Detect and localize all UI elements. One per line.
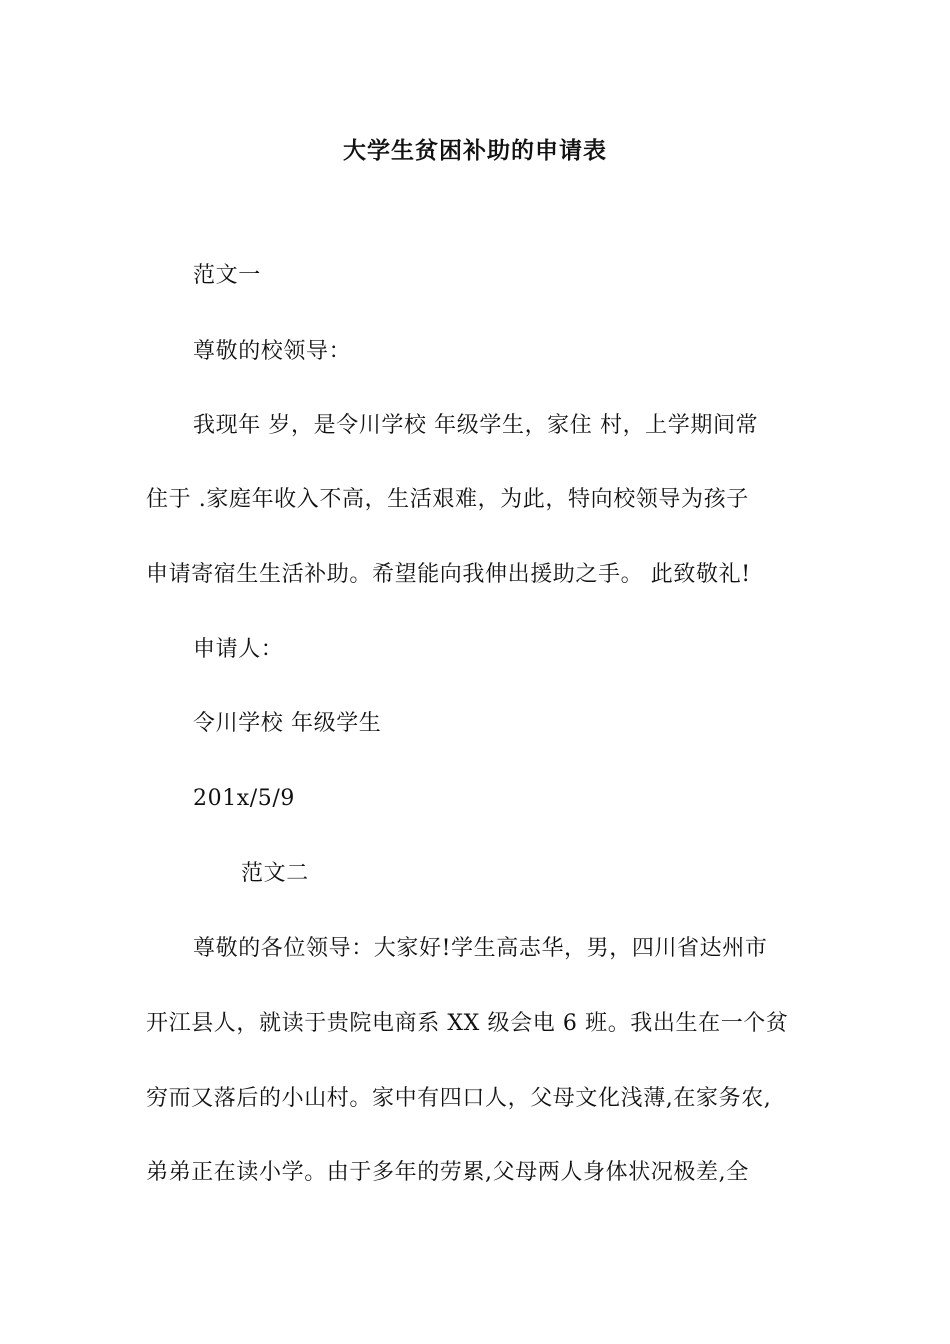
body-line: 住于 .家庭年收入不高，生活艰难，为此，特向校领导为孩子 [146, 487, 749, 512]
applicant-label: 申请人： [193, 637, 284, 662]
body-line: 尊敬的各位领导：大家好!学生高志华，男，四川省达州市 [193, 936, 768, 961]
applicant-school: 令川学校 年级学生 [193, 711, 382, 736]
body-line: 我现年 岁，是令川学校 年级学生，家住 村，上学期间常 [193, 413, 759, 438]
body-line: 穷而又落后的小山村。家中有四口人，父母文化浅薄,在家务农, [146, 1086, 772, 1111]
body-line: 开江县人，就读于贵院电商系 XX 级会电 6 班。我出生在一个贫 [146, 1011, 789, 1036]
salutation-line: 尊敬的校领导： [193, 339, 352, 364]
body-line: 弟弟正在读小学。由于多年的劳累,父母两人身体状况极差,全 [146, 1160, 749, 1185]
document-title: 大学生贫困补助的申请表 [343, 138, 607, 164]
application-date: 201x/5/9 [193, 786, 296, 811]
section-heading-sample-two: 范文二 [241, 861, 309, 886]
body-line: 申请寄宿生生活补助。希望能向我伸出援助之手。 此致敬礼! [146, 562, 751, 587]
section-heading-sample-one: 范文一 [193, 263, 261, 288]
